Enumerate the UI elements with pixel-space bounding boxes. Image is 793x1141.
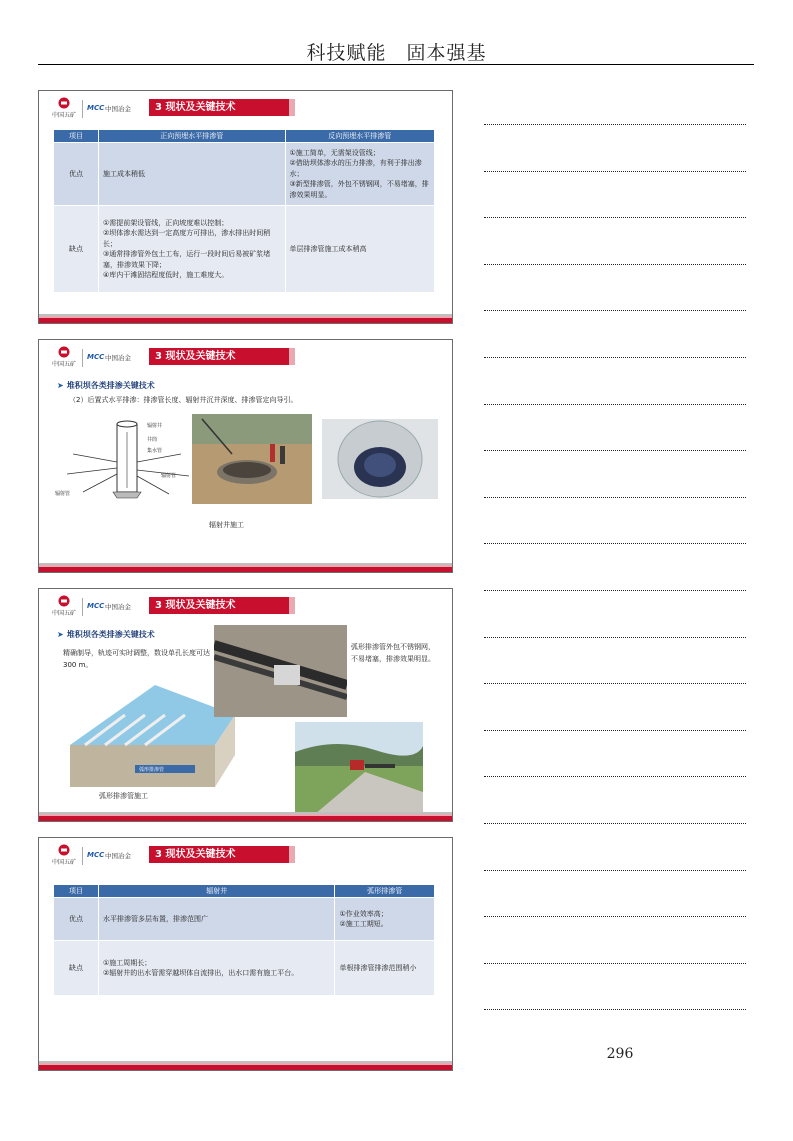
note-line (484, 310, 746, 311)
cell-line: ④库内干滩固结程度低时，施工难度大。 (103, 271, 229, 279)
section-title: 3 现状及关键技术 (149, 846, 289, 863)
note-line (484, 543, 746, 544)
minmetals-mark-icon (58, 346, 70, 358)
table-cell (99, 898, 335, 941)
cell-line: 施工成本稍低 (103, 169, 145, 178)
table-row (54, 206, 435, 293)
table-header: 正向预埋水平排渗管 (99, 130, 286, 143)
logo-block (49, 595, 149, 619)
image-caption: 辐射井施工 (209, 521, 244, 529)
diagram-label: 辐射管 (55, 491, 71, 497)
mcc-logo: MCC (87, 851, 105, 859)
table-header: 项目 (54, 130, 99, 143)
note-line (484, 683, 746, 684)
table-header: 弧形排渗管 (335, 885, 435, 898)
section-title-tail (289, 597, 295, 614)
row-label: 优点 (54, 898, 99, 941)
cell-line: 单层排渗管施工成本稍高 (289, 244, 367, 253)
mcc-logo: MCC (87, 104, 105, 112)
minmetals-label: 中国五矿 (51, 610, 76, 617)
section-title-tail (289, 99, 295, 116)
model-label: 弧形排渗管 (139, 767, 165, 773)
mcc-logo: MCC (87, 602, 105, 610)
section-title-tail (289, 348, 295, 365)
row-label: 优点 (54, 143, 99, 206)
table-row (54, 898, 435, 941)
note-line (484, 870, 746, 871)
note-line (484, 404, 746, 405)
table-row (54, 941, 435, 996)
section-title: 3 现状及关键技术 (149, 597, 289, 614)
note-line (484, 823, 746, 824)
slide-2 (38, 339, 453, 573)
comparison-table (53, 884, 435, 996)
slide-body-text: （2）后置式水平排渗：排渗管长度、辐射井沉井深度、排渗管定向导引。 (69, 396, 298, 404)
mcc-label: 中国冶金 (105, 603, 131, 611)
mcc-logo: MCC (87, 353, 105, 361)
note-line (484, 776, 746, 777)
logo-block (49, 844, 149, 868)
cell-line: ①作业效率高； (339, 909, 388, 918)
cell-line: ②坝体渗水需达到一定高度方可排出，渗水排出时间稍长； (103, 229, 271, 248)
note-line (484, 217, 746, 218)
cell-line: ②借助坝体渗水的压力排渗，有利于排出渗水； (289, 159, 422, 178)
table-cell (99, 941, 335, 996)
section-title-tail (289, 846, 295, 863)
note-line (484, 264, 746, 265)
logo-divider (82, 349, 83, 367)
page-number: 296 (606, 1046, 634, 1062)
logo-block (49, 97, 149, 121)
logo-divider (82, 100, 83, 118)
minmetals-label: 中国五矿 (51, 859, 76, 866)
note-line (484, 357, 746, 358)
minmetals-logo (49, 844, 79, 868)
mcc-label: 中国冶金 (105, 354, 131, 362)
bullet-heading (57, 629, 155, 640)
table-cell (99, 143, 286, 206)
table-header-row (54, 885, 435, 898)
header-rule (38, 64, 754, 65)
diagram-label: 辐射管 (161, 473, 177, 479)
table-cell (99, 206, 286, 293)
minmetals-logo (49, 595, 79, 619)
section-title: 3 现状及关键技术 (149, 99, 289, 116)
note-line (484, 124, 746, 125)
cell-line: ①施工简单，无需架设管线； (289, 148, 380, 157)
page-header-title: 科技赋能 固本强基 (306, 42, 487, 64)
section-title: 3 现状及关键技术 (149, 348, 289, 365)
table-header: 辐射井 (99, 885, 335, 898)
cell-line: ①施工周期长； (103, 958, 152, 967)
diagram-label: 辐射井 (147, 423, 163, 429)
table-header: 反向预埋水平排渗管 (285, 130, 434, 143)
slide-3 (38, 588, 453, 822)
note-line (484, 916, 746, 917)
slide-4 (38, 837, 453, 1071)
slide-footer-bar (39, 565, 452, 572)
note-line (484, 963, 746, 964)
slide-1 (38, 90, 453, 324)
diagram-label: 集水管 (147, 448, 163, 454)
note-line (484, 497, 746, 498)
cell-line: ③新型排渗管，外包不锈钢网，不易堵塞，排渗效果明显。 (289, 180, 429, 199)
note-line (484, 1009, 746, 1010)
table-cell (285, 143, 434, 206)
minmetals-label: 中国五矿 (51, 112, 76, 119)
bullet-heading (57, 380, 155, 391)
table-row (54, 143, 435, 206)
pipe-photo (214, 625, 347, 717)
logo-divider (82, 847, 83, 865)
cell-line: ①需提前架设管线，正向坡度难以控制； (103, 218, 229, 227)
table-cell (335, 898, 435, 941)
mcc-label: 中国冶金 (105, 852, 131, 860)
construction-photo (192, 414, 312, 504)
row-label: 缺点 (54, 206, 99, 293)
cell-line: ②施工工期短。 (339, 920, 388, 928)
field-machine-photo (295, 722, 423, 814)
arrow-bullet-icon: ➤ (57, 630, 64, 639)
well-interior-photo (322, 419, 438, 499)
diagram-label: 井筒 (147, 437, 158, 443)
slide-body-text: 精确制导，轨迹可实时调整，数设单孔长度可达 300 m。 (63, 649, 210, 669)
note-line (484, 171, 746, 172)
mcc-label: 中国冶金 (105, 105, 131, 113)
table-header: 项目 (54, 885, 99, 898)
cell-line: ②辐射井的出水管需穿越坝体自流排出，出水口需有施工平台。 (103, 969, 299, 977)
radial-well-diagram (53, 418, 203, 502)
bullet-heading-text: 堆积坝各类排渗关键技术 (66, 630, 155, 639)
slide-footer-bar (39, 1063, 452, 1070)
table-cell (285, 206, 434, 293)
minmetals-mark-icon (58, 97, 70, 109)
table-cell (335, 941, 435, 996)
slide-footer-bar (39, 316, 452, 323)
row-label: 缺点 (54, 941, 99, 996)
logo-divider (82, 598, 83, 616)
comparison-table (53, 129, 435, 293)
minmetals-label: 中国五矿 (51, 361, 76, 368)
note-line (484, 730, 746, 731)
slide-footer-bar (39, 814, 452, 821)
image-caption: 弧形排渗管施工 (99, 792, 148, 800)
minmetals-mark-icon (58, 844, 70, 856)
minmetals-mark-icon (58, 595, 70, 607)
table-header-row (54, 130, 435, 143)
cell-line: ③通常排渗管外包土工布，运行一段时间后易被矿浆堵塞，排渗效果下降； (103, 250, 271, 269)
slide-body-text: 弧形排渗管外包不锈钢网，不易堵塞，排渗效果明显。 (351, 643, 435, 663)
bullet-heading-text: 堆积坝各类排渗关键技术 (66, 381, 155, 390)
logo-block (49, 346, 149, 370)
minmetals-logo (49, 346, 79, 370)
note-line (484, 637, 746, 638)
cell-line: 水平排渗管多层布置，排渗范围广 (103, 914, 208, 923)
cell-line: 单根排渗管排渗范围稍小 (339, 963, 417, 972)
minmetals-logo (49, 97, 79, 121)
arrow-bullet-icon: ➤ (57, 381, 64, 390)
note-line (484, 590, 746, 591)
note-line (484, 450, 746, 451)
